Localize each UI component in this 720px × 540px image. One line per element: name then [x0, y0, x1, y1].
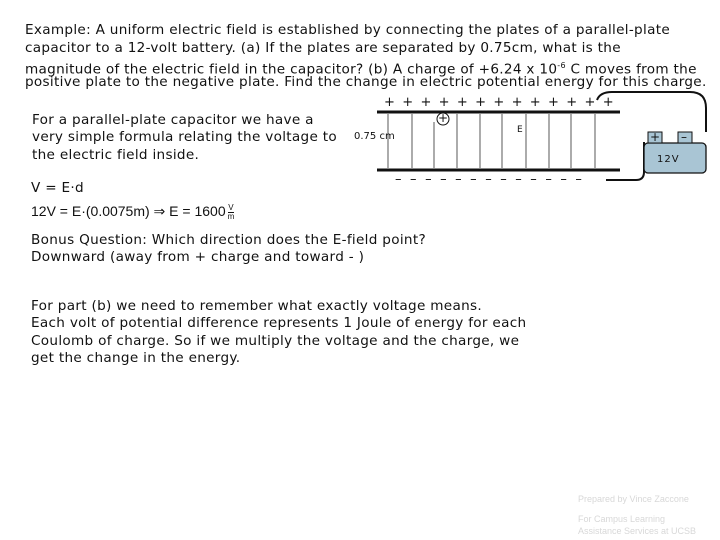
- charge-plus-sign: +: [438, 111, 449, 125]
- battery-plus-label: +: [650, 130, 661, 144]
- electric-field-equation: 12V = E·(0.0075m) ⇒ E = 1600 $\frac{V}{m}$: [31, 202, 235, 221]
- partb-line-4: get the change in the energy.: [31, 350, 241, 366]
- bonus-line-1: Bonus Question: Which direction does the E-field point?: [31, 232, 426, 248]
- credit-line-3: Assistance Services at UCSB: [578, 526, 697, 536]
- battery-voltage-label: 12V: [657, 154, 680, 165]
- credit-author: Prepared by Vince Zaccone: [578, 494, 689, 504]
- intro-line-2: very simple formula relating the voltage to: [32, 129, 338, 145]
- credit-line-2: For Campus Learning: [578, 514, 666, 524]
- unit-fraction: $\frac{V}{m}$: [227, 202, 235, 221]
- bottom-wire: [606, 142, 644, 180]
- problem-line-1: Example: A uniform electric field is established by connecting the plates of a parallel-plate: [25, 22, 670, 38]
- battery-minus-label: –: [681, 130, 687, 144]
- problem-line-4: positive plate to the negative plate. Find the change in electric potential energy for this charge.: [25, 74, 707, 90]
- partb-line-1: For part (b) we need to remember what exactly voltage means.: [31, 298, 483, 314]
- partb-line-3: Coulomb of charge. So if we multiply the voltage and the charge, we: [31, 333, 520, 349]
- intro-line-1: For a parallel-plate capacitor we have a: [32, 112, 314, 128]
- partb-line-2: Each volt of potential difference represents 1 Joule of energy for each: [31, 315, 527, 331]
- separation-label: 0.75 cm: [354, 131, 395, 142]
- intro-line-3: the electric field inside.: [32, 147, 200, 163]
- field-label: E: [517, 125, 523, 135]
- minus-signs: – – – – – – – – – – – – –: [395, 172, 585, 187]
- problem-line-2: capacitor to a 12-volt battery. (a) If the plates are separated by 0.75cm, what is the: [25, 40, 621, 56]
- problem-line-3: magnitude of the electric field in the capacitor? (b) A charge of +6.24 x $10^{-6}$ C moves from the: [25, 61, 697, 78]
- formula-v-equals-ed: V = E·d: [31, 180, 84, 196]
- plus-signs: + + + + + + + + + + + + +: [384, 95, 616, 110]
- bonus-line-2: Downward (away from + charge and toward - ): [31, 249, 365, 265]
- field-lines: [388, 114, 595, 168]
